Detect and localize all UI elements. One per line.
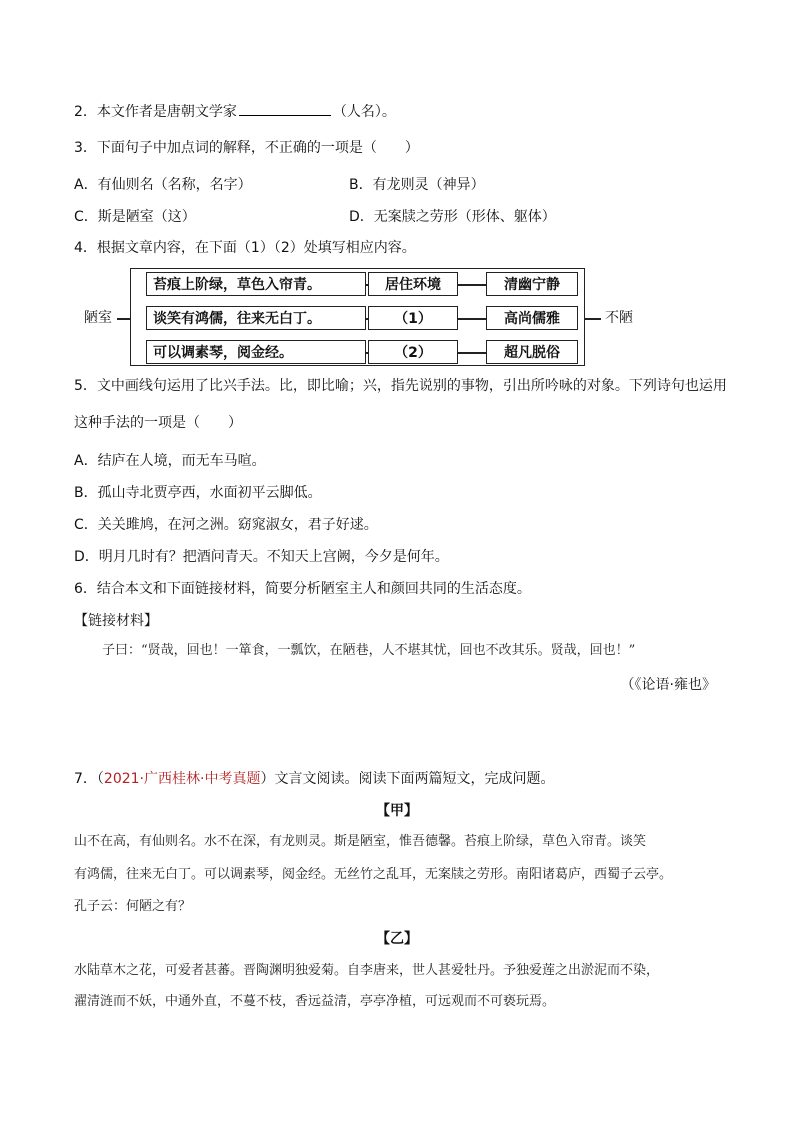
question-2 (74, 101, 396, 122)
q3-option-b[interactable]: B．有龙则灵（神异） (349, 177, 485, 193)
q2-text-after: （人名）。 (332, 104, 396, 120)
link-material-label: 【链接材料】 (74, 613, 158, 629)
diagram-right-label: 不陋 (605, 310, 633, 326)
q7-instruction: ）文言文阅读。阅读下面两篇短文，完成问题。 (260, 771, 555, 787)
passage-jia-line: 有鸿儒，往来无白丁。可以调素琴，阅金经。无丝竹之乱耳，无案牍之劳形。南阳诸葛庐，西蜀子云亭。 (74, 867, 673, 882)
question-5-stem-line2: 这种手法的一项是（ ） (74, 415, 242, 431)
diagram-left-label: 陋室 (84, 310, 112, 326)
diagram-right-1: 清幽宁静 (486, 272, 578, 296)
passage-jia-line: 山不在高，有仙则名。水不在深，有龙则灵。斯是陋室，惟吾德馨。苔痕上阶绿，草色入帘青。谈笑 (74, 834, 647, 849)
question-6-stem: 6．结合本文和下面链接材料，简要分析陋室主人和颜回共同的生活态度。 (74, 581, 531, 597)
diagram-quote-2: 谈笑有鸿儒，往来无白丁。 (146, 306, 366, 330)
question-4-stem: 4．根据文章内容，在下面（1）（2）处填写相应内容。 (74, 240, 416, 256)
connector (458, 352, 486, 354)
connector (117, 318, 130, 320)
question-3-stem: 3．下面句子中加点词的解释，不正确的一项是（ ） (74, 140, 419, 156)
q5-option-d[interactable]: D．明月几时有？把酒问青天。不知天上宫阙，今夕是何年。 (74, 549, 449, 565)
exam-source-tag[interactable]: 2021·广西桂林·中考真题 (103, 771, 261, 787)
diagram-right-3: 超凡脱俗 (486, 340, 578, 364)
question-7-stem (74, 769, 554, 789)
analects-quote: 子曰：“贤哉，回也！一箪食，一瓢饮，在陋巷，人不堪其忧，回也不改其乐。贤哉，回也！” (102, 643, 636, 658)
question-5-stem-line1: 5．文中画线句运用了比兴手法。比，即比喻；兴，指先说别的事物，引出所吟咏的对象。下列诗句也运用 (74, 378, 727, 394)
q3-option-c[interactable]: C．斯是陋室（这） (74, 209, 196, 225)
q3-option-d[interactable]: D．无案牍之劳形（形体、躯体） (349, 209, 556, 225)
q7-number: 7．（ (74, 771, 104, 787)
connector (458, 318, 486, 320)
connector (458, 284, 486, 286)
diagram-quote-1: 苔痕上阶绿，草色入帘青。 (146, 272, 366, 296)
q5-option-c[interactable]: C．关关雎鸠，在河之洲。窈窕淑女，君子好逑。 (74, 517, 378, 533)
passage-yi-line: 水陆草木之花，可爱者甚蕃。晋陶渊明独爱菊。自李唐来，世人甚爱牡丹。予独爱莲之出淤泥而不染， (74, 963, 660, 978)
quote-source: （《论语·雍也》 (620, 677, 716, 693)
passage-jia-line: 孔子云：何陋之有？ (74, 899, 192, 914)
diagram-quote-3: 可以调素琴，阅金经。 (146, 340, 366, 364)
connector (585, 318, 601, 320)
q3-option-a[interactable]: A．有仙则名（名称，名字） (74, 177, 252, 193)
q2-text-before: 2．本文作者是唐朝文学家 (74, 104, 237, 120)
diagram-middle-1: 居住环境 (368, 272, 458, 296)
diagram-blank-2[interactable]: （2） (368, 340, 458, 364)
q5-option-a[interactable]: A．结庐在人境，而无车马喧。 (74, 453, 266, 469)
passage-yi-title: 【乙】 (376, 931, 418, 947)
diagram-right-2: 高尚儒雅 (486, 306, 578, 330)
q5-option-b[interactable]: B．孤山寺北贾亭西，水面初平云脚低。 (74, 485, 322, 501)
passage-yi-line: 濯清涟而不妖，中通外直，不蔓不枝，香远益清，亭亭净植，可远观而不可亵玩焉。 (74, 994, 556, 1009)
diagram-blank-1[interactable]: （1） (368, 306, 458, 330)
answer-blank[interactable] (239, 101, 331, 116)
passage-jia-title: 【甲】 (376, 803, 418, 819)
